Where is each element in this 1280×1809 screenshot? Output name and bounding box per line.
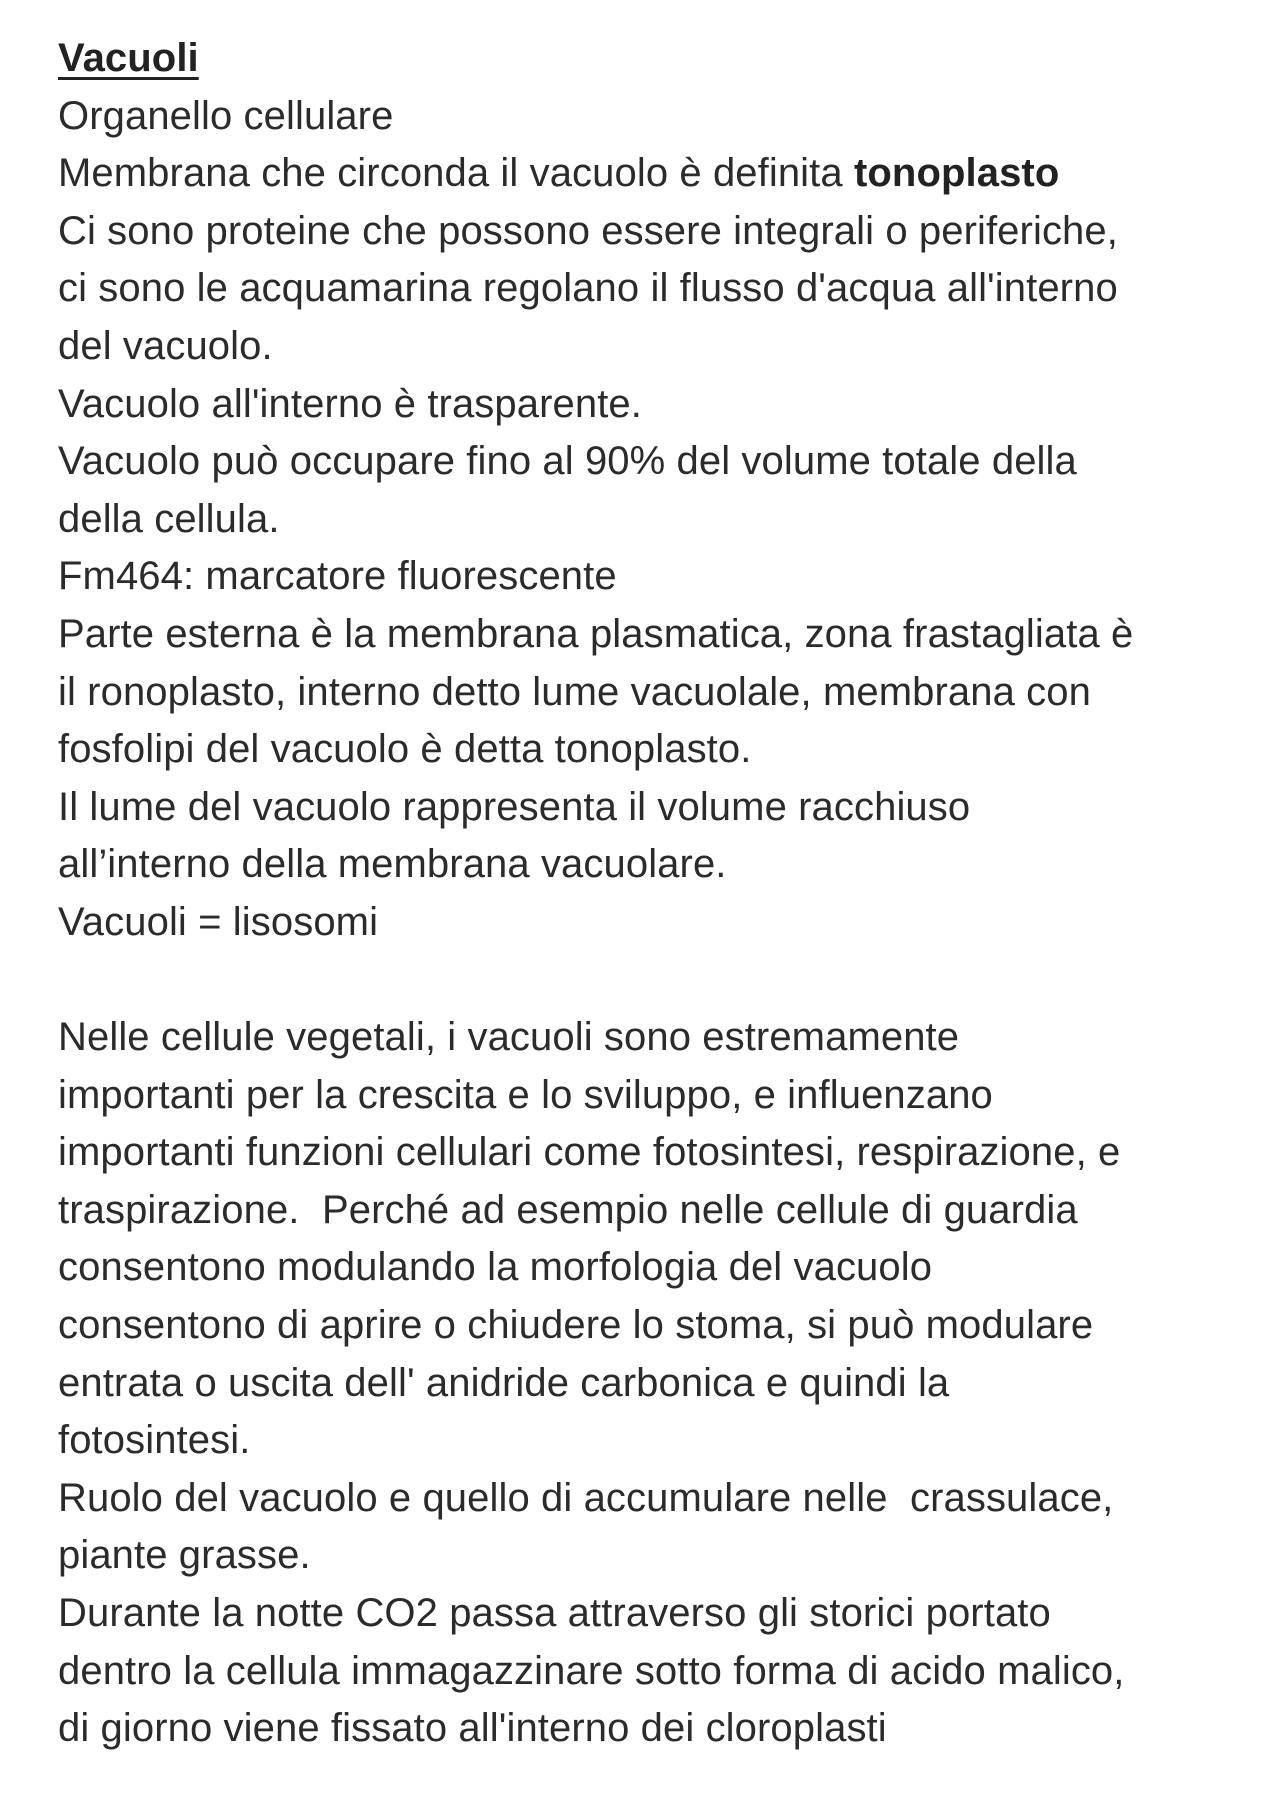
note-title: Vacuoli <box>58 36 199 80</box>
note-line: del vacuolo. <box>58 323 273 368</box>
note-line: Vacuoli = lisosomi <box>58 899 379 944</box>
paragraph-line: di giorno viene fissato all'interno dei cloroplasti <box>58 1706 887 1751</box>
paragraph-line: piante grasse. <box>58 1533 311 1578</box>
paragraph-line: dentro la cellula immagazzinare sotto forma di acido malico, <box>58 1648 1125 1693</box>
note-line <box>58 145 1248 203</box>
note-line: ci sono le acquamarina regolano il flusso d'acqua all'interno <box>58 266 1118 311</box>
paragraph-line: importanti per la crescita e lo sviluppo, e influenzano <box>58 1072 993 1117</box>
paragraph-line: Ruolo del vacuolo e quello di accumulare nelle crassulace, <box>58 1475 1114 1520</box>
paragraph-line: Durante la notte CO2 passa attraverso gli storici portato <box>58 1591 1051 1636</box>
note-line: Il lume del vacuolo rappresenta il volume racchiuso <box>58 784 971 829</box>
note-line: all’interno della membrana vacuolare. <box>58 842 727 887</box>
note-document <box>58 30 1248 1758</box>
note-line: Parte esterna è la membrana plasmatica, zona frastagliata è <box>58 611 1134 656</box>
note-line: Vacuolo all'interno è trasparente. <box>58 381 642 426</box>
paragraph-line: Nelle cellule vegetali, i vacuoli sono estremamente <box>58 1015 960 1060</box>
note-line: Organello cellulare <box>58 93 394 138</box>
note-line: Vacuolo può occupare fino al 90% del volume totale della <box>58 439 1077 484</box>
note-line: il ronoplasto, interno detto lume vacuolale, membrana con <box>58 669 1091 714</box>
paragraph-line: consentono modulando la morfologia del vacuolo <box>58 1245 933 1290</box>
paragraph-line: traspirazione. Perché ad esempio nelle cellule di guardia <box>58 1187 1078 1232</box>
note-line: fosfolipi del vacuolo è detta tonoplasto. <box>58 727 752 772</box>
note-line: Fm464: marcatore fluorescente <box>58 554 617 599</box>
paragraph-line: fotosintesi. <box>58 1418 251 1463</box>
paragraph-line: entrata o uscita dell' anidride carbonica e quindi la <box>58 1360 950 1405</box>
paragraph-line: importanti funzioni cellulari come fotosintesi, respirazione, e <box>58 1130 1121 1175</box>
note-line-text: Membrana che circonda il vacuolo è definita <box>58 151 854 196</box>
note-line: della cellula. <box>58 496 280 541</box>
blank-line <box>58 952 1248 1010</box>
bold-term: tonoplasto <box>853 151 1060 196</box>
note-line: Ci sono proteine che possono essere integrali o periferiche, <box>58 208 1118 253</box>
paragraph-line: consentono di aprire o chiudere lo stoma, si può modulare <box>58 1303 1094 1348</box>
